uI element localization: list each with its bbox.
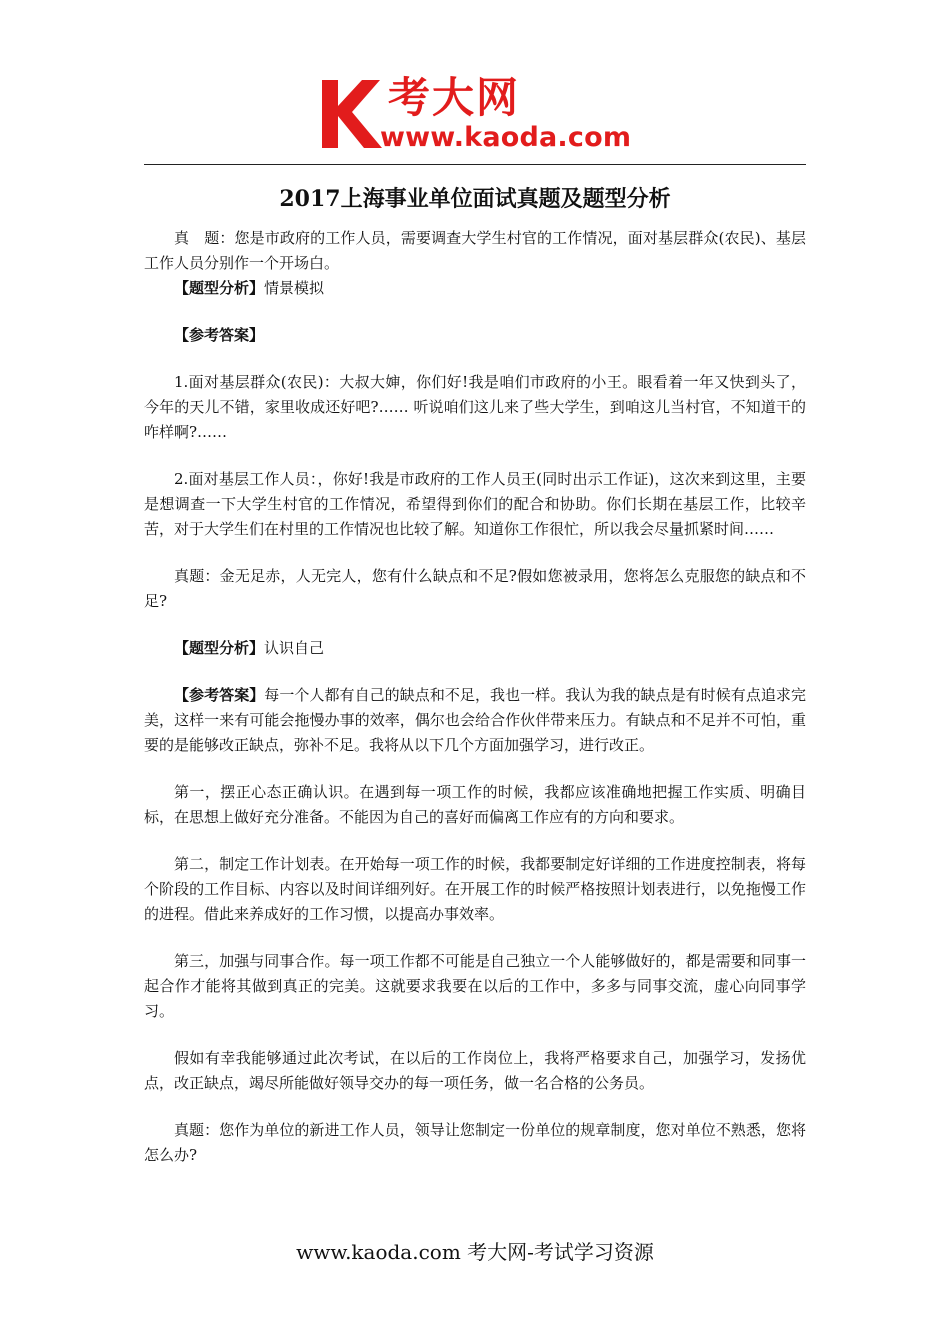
page-title: 2017上海事业单位面试真题及题型分析 (279, 186, 671, 212)
paragraph-question-1: 真 题：您是市政府的工作人员，需要调查大学生村官的工作情况，面对基层群众(农民)、基层工作人员分别作一个开场白。 (144, 229, 806, 272)
logo-url-text: www.kaoda.com (380, 122, 632, 153)
paragraph-answer-1b: 2.面对基层工作人员：，你好!我是市政府的工作人员王(同时出示工作证)，这次来到这里，主要是想调查一下大学生村官的工作情况，希望得到你们的配合和协助。你们长期在基层工作，比较辛苦，对于大学生们在村里的工作情况也比较了解。知道你工作很忙，所以我会尽量抓紧时间…… (144, 470, 806, 538)
paragraph-answer-label-1: 【参考答案】 (174, 326, 265, 344)
paragraph-point-3: 第三，加强与同事合作。每一项工作都不可能是自己独立一个人能够做好的，都是需要和同事一起合作才能将其做到真正的完美。这就要求我要在以后的工作中，多多与同事交流，虚心向同事学习。 (144, 952, 806, 1020)
logo-brand-text: 考大网 (388, 73, 521, 122)
paragraph-answer-1a: 1.面对基层群众(农民)：大叔大婶，你们好!我是咱们市政府的小王。眼看着一年又快到头了，今年的天儿不错，家里收成还好吧?…… 听说咱们这儿来了些大学生，到咱这儿当村官，不知道干的咋样啊?…… (144, 373, 806, 441)
document-body (144, 226, 806, 1168)
paragraph-point-2: 第二，制定工作计划表。在开始每一项工作的时候，我都要制定好详细的工作进度控制表，将每个阶段的工作目标、内容以及时间详细列好。在开展工作的时候严格按照计划表进行，以免拖慢工作的进程。借此来养成好的工作习惯，以提高办事效率。 (144, 855, 806, 923)
paragraph-analysis-1: 【题型分析】情景模拟 (174, 279, 325, 297)
paragraph-point-1: 第一，摆正心态正确认识。在遇到每一项工作的时候，我都应该准确地把握工作实质、明确目标，在思想上做好充分准备。不能因为自己的喜好而偏离工作应有的方向和要求。 (144, 783, 806, 826)
paragraph-question-2: 真题：金无足赤，人无完人，您有什么缺点和不足?假如您被录用，您将怎么克服您的缺点和不足? (144, 567, 806, 610)
paragraph-answer-2: 【参考答案】每一个人都有自己的缺点和不足，我也一样。我认为我的缺点是有时候有点追求完美，这样一来有可能会拖慢办事的效率，偶尔也会给合作伙伴带来压力。有缺点和不足并不可怕，重要的是能够改正缺点，弥补不足。我将从以下几个方面加强学习，进行改正。 (144, 686, 806, 754)
paragraph-question-3: 真题：您作为单位的新进工作人员，领导让您制定一份单位的规章制度，您对单位不熟悉，您将怎么办? (144, 1121, 806, 1164)
kaoda-logo[interactable] (318, 73, 648, 156)
header-divider (144, 164, 806, 165)
paragraph-analysis-2: 【题型分析】认识自己 (174, 639, 325, 657)
page-footer: www.kaoda.com 考大网-考试学习资源 (296, 1240, 654, 1264)
paragraph-conclusion: 假如有幸我能够通过此次考试，在以后的工作岗位上，我将严格要求自己，加强学习，发扬优点，改正缺点，竭尽所能做好领导交办的每一项任务，做一名合格的公务员。 (144, 1049, 806, 1092)
k-logo-icon (318, 76, 384, 150)
